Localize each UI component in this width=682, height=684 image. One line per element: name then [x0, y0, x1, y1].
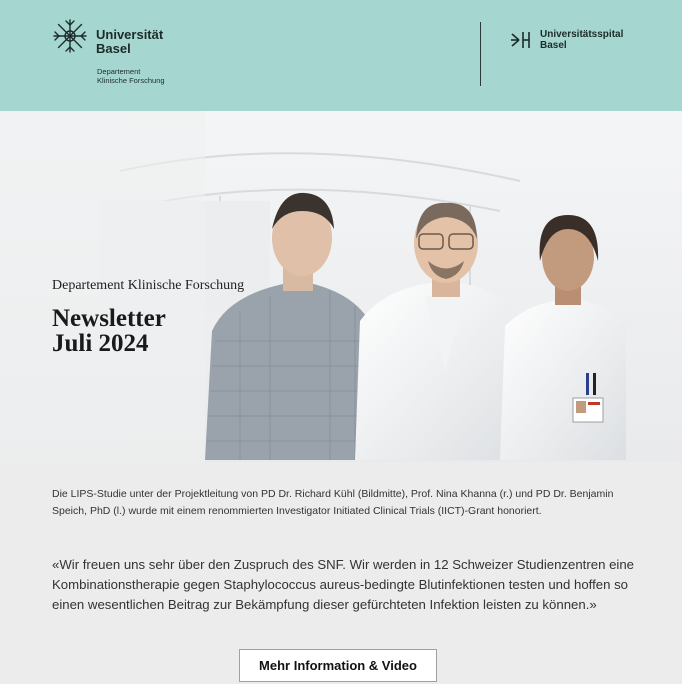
- header-divider: [480, 22, 481, 86]
- usb-logo-icon: [511, 31, 533, 49]
- hero-title: Newsletter Juli 2024: [52, 305, 166, 357]
- quote-text: «Wir freuen uns sehr über den Zuspruch des SNF. Wir werden in 12 Schweizer Studienzentren eine Kombinationstherapie gegen Staphylococcus aureus-bedingte Blutinfektionen testen und hoffen so einen wesentlichen Beitrag zur Bekämpfung dieser gefürchteten Infektion leisten zu können.»: [52, 557, 635, 612]
- unibas-logo-icon: [52, 18, 88, 54]
- department-name: Departement Klinische Forschung: [97, 67, 165, 85]
- university-name: Universität Basel: [96, 27, 164, 56]
- newsletter-header: [0, 0, 682, 111]
- more-info-video-button[interactable]: Mehr Information & Video: [239, 649, 437, 682]
- photo-caption: Die LIPS-Studie unter der Projektleitung von PD Dr. Richard Kühl (Bildmitte), Prof. Nina Khanna (r.) und PD Dr. Benjamin Speich, PhD (l.) wurde mit einem renommierten Investigator Initiated Clinical Trials (IICT)-Grant honoriert.: [52, 488, 614, 517]
- hospital-name: Universitätsspital Basel: [540, 29, 624, 51]
- hero-banner: [0, 111, 682, 462]
- hero-kicker: Departement Klinische Forschung: [52, 278, 245, 293]
